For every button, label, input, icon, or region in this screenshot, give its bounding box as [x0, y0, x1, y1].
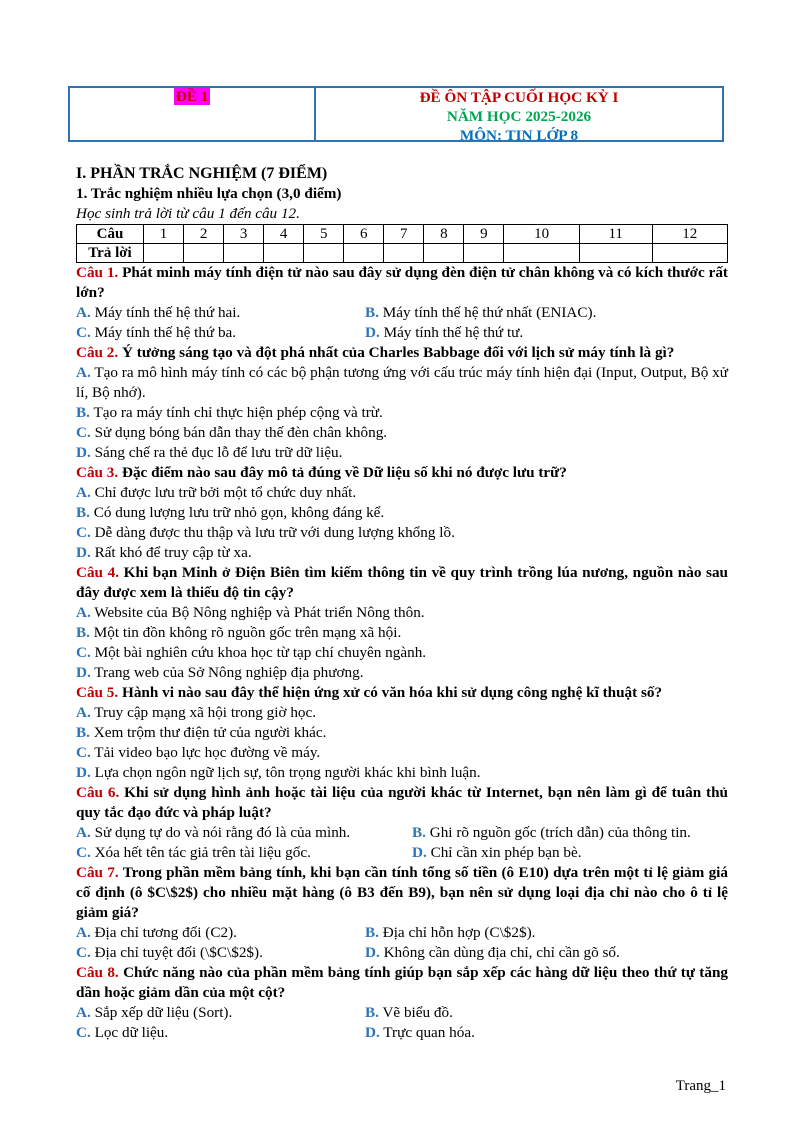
- answer-cell: [264, 244, 304, 263]
- answer-cell: [224, 244, 264, 263]
- option-letter: A.: [76, 824, 91, 841]
- option: [412, 843, 582, 863]
- option-text: Ghi rõ nguồn gốc (trích dẫn) của thông tin.: [425, 824, 691, 841]
- exam-code-label: ĐỀ 1: [175, 88, 209, 105]
- question-number: Câu 1.: [76, 264, 119, 281]
- option-letter: D.: [76, 544, 91, 561]
- exam-code-cell: [70, 88, 316, 140]
- option-text: Địa chỉ hỗn hợp (C\$2$).: [378, 924, 536, 941]
- option: [365, 1003, 453, 1023]
- answer-table-header-row: [77, 225, 728, 244]
- option-text: Dễ dàng được thu thập và lưu trữ với dung lượng khổng lồ.: [90, 524, 455, 541]
- option-letter: C.: [76, 424, 91, 441]
- option: [76, 923, 365, 943]
- option: [365, 923, 535, 943]
- school-year: NĂM HỌC 2025-2026: [446, 108, 592, 125]
- question-number: Câu 7.: [76, 864, 119, 881]
- answer-cell: [579, 244, 652, 263]
- options-row: [76, 323, 728, 343]
- option-letter: B.: [76, 724, 90, 741]
- question-number: Câu 5.: [76, 684, 119, 701]
- option: [365, 943, 620, 963]
- answer-table-number: 12: [652, 225, 727, 244]
- options-row: [76, 823, 728, 843]
- question-2: [76, 343, 728, 363]
- option-letter: B.: [76, 504, 90, 521]
- option-text: Địa chỉ tuyệt đối (\$C\$2$).: [90, 944, 263, 961]
- question-6: [76, 783, 728, 823]
- option-letter: D.: [76, 444, 91, 461]
- subject: MÔN: TIN LỚP 8: [459, 127, 579, 144]
- subsection-heading: 1. Trắc nghiệm nhiều lựa chọn (3,0 điểm): [76, 185, 342, 202]
- option-letter: A.: [76, 484, 91, 501]
- option-letter: C.: [76, 844, 91, 861]
- option-letter: A.: [76, 1004, 91, 1021]
- option: [365, 303, 596, 323]
- option: [76, 623, 728, 643]
- option-text: Một bài nghiên cứu khoa học từ tạp chí chuyên ngành.: [90, 644, 427, 661]
- section-heading: I. PHẦN TRẮC NGHIỆM (7 ĐIỂM): [76, 165, 328, 182]
- option: [76, 543, 728, 563]
- option-text: Địa chỉ tương đối (C2).: [90, 924, 237, 941]
- option-text: Máy tính thế hệ thứ hai.: [90, 304, 241, 321]
- option-letter: B.: [365, 304, 379, 321]
- option: [76, 743, 728, 763]
- option-letter: A.: [76, 364, 91, 381]
- instruction-note: Học sinh trả lời từ câu 1 đến câu 12.: [76, 205, 300, 222]
- option-text: Trang web của Sở Nông nghiệp địa phương.: [90, 664, 364, 681]
- option-letter: D.: [365, 324, 380, 341]
- option: [76, 703, 728, 723]
- question-3: [76, 463, 728, 483]
- answer-table-number: 7: [384, 225, 424, 244]
- option-text: Tạo ra máy tính chỉ thực hiện phép cộng và trừ.: [89, 404, 383, 421]
- option-text: Tạo ra mô hình máy tính có các bộ phận tương ứng với cấu trúc máy tính hiện đại (Input, Output, Bộ xử lí, Bộ nhớ).: [76, 364, 728, 401]
- question-1: [76, 263, 728, 303]
- question-4: [76, 563, 728, 603]
- option-letter: A.: [76, 704, 91, 721]
- answer-table-number: 1: [144, 225, 184, 244]
- option: [76, 483, 728, 503]
- answer-table-number: 2: [184, 225, 224, 244]
- answer-table-number: 4: [264, 225, 304, 244]
- answer-cell: [344, 244, 384, 263]
- option: [76, 1003, 365, 1023]
- options-row: [76, 923, 728, 943]
- option-text: Chỉ cần xin phép bạn bè.: [426, 844, 582, 861]
- option-letter: B.: [365, 924, 379, 941]
- option: [76, 643, 728, 663]
- exam-header-table: [68, 86, 724, 142]
- option-letter: A.: [76, 924, 91, 941]
- answer-table-number: 8: [424, 225, 464, 244]
- option-text: Sử dụng bóng bán dẫn thay thế đèn chân không.: [90, 424, 388, 441]
- options-row: [76, 943, 728, 963]
- option-text: Máy tính thế hệ thứ ba.: [90, 324, 237, 341]
- option: [412, 823, 691, 843]
- option: [76, 843, 412, 863]
- option-text: Rất khó để truy cập từ xa.: [90, 544, 252, 561]
- question-text: Phát minh máy tính điện tử nào sau đây sử dụng đèn điện tử chân không và có kích thước rất lớn?: [76, 264, 728, 301]
- options-row: [76, 1023, 728, 1043]
- option-text: Website của Bộ Nông nghiệp và Phát triển Nông thôn.: [90, 604, 425, 621]
- question-number: Câu 8.: [76, 964, 119, 981]
- option-text: Lọc dữ liệu.: [90, 1024, 169, 1041]
- option: [76, 403, 728, 423]
- answer-cell: [144, 244, 184, 263]
- options-row: [76, 843, 728, 863]
- option-text: Sắp xếp dữ liệu (Sort).: [90, 1004, 233, 1021]
- question-text: Đặc điểm nào sau đây mô tả đúng về Dữ liệu số khi nó được lưu trữ?: [118, 464, 567, 481]
- answer-table-number: 10: [504, 225, 579, 244]
- option: [76, 303, 365, 323]
- option-text: Xóa hết tên tác giả trên tài liệu gốc.: [90, 844, 311, 861]
- answer-cell: [304, 244, 344, 263]
- exam-content: [76, 164, 728, 1043]
- question-text: Chức năng nào của phần mềm bảng tính giúp bạn sắp xếp các hàng dữ liệu theo thứ tự tăng dần hoặc giảm dần của một cột?: [76, 964, 728, 1001]
- option-text: Không cần dùng địa chỉ, chỉ cần gõ số.: [379, 944, 620, 961]
- question-7: [76, 863, 728, 923]
- answer-table-answer-label: Trả lời: [77, 244, 144, 263]
- option-letter: A.: [76, 604, 91, 621]
- options-row: [76, 1003, 728, 1023]
- option: [76, 943, 365, 963]
- option-text: Chỉ được lưu trữ bởi một tổ chức duy nhất.: [90, 484, 357, 501]
- answer-cell: [424, 244, 464, 263]
- answer-table: [76, 224, 728, 263]
- option-letter: A.: [76, 304, 91, 321]
- option-text: Sáng chế ra thẻ đục lỗ để lưu trữ dữ liệu.: [90, 444, 343, 461]
- option-letter: C.: [76, 944, 91, 961]
- option-letter: D.: [365, 944, 380, 961]
- answer-cell: [504, 244, 579, 263]
- option-text: Vẽ biểu đồ.: [378, 1004, 453, 1021]
- option-text: Trực quan hóa.: [379, 1024, 475, 1041]
- option-letter: B.: [365, 1004, 379, 1021]
- option-letter: D.: [412, 844, 427, 861]
- exam-title-cell: [316, 88, 722, 144]
- option-text: Một tin đồn không rõ nguồn gốc trên mạng xã hội.: [89, 624, 402, 641]
- question-number: Câu 3.: [76, 464, 119, 481]
- option: [76, 763, 728, 783]
- option-letter: B.: [412, 824, 426, 841]
- option: [76, 723, 728, 743]
- answer-table-question-label: Câu: [77, 225, 144, 244]
- option-letter: C.: [76, 1024, 91, 1041]
- option-text: Máy tính thế hệ thứ nhất (ENIAC).: [378, 304, 597, 321]
- option: [365, 1023, 475, 1043]
- option: [76, 323, 365, 343]
- answer-cell: [384, 244, 424, 263]
- question-number: Câu 2.: [76, 344, 119, 361]
- option: [76, 363, 728, 403]
- option-text: Có dung lượng lưu trữ nhỏ gọn, không đáng kể.: [89, 504, 385, 521]
- question-text: Trong phần mềm bảng tính, khi bạn cần tính tổng số tiền (ô E10) dựa trên một tỉ lệ giảm giá cố định (ô $C\$2$) cho nhiều mặt hàng (ô B3 đến B9), bạn nên sử dụng loại địa chỉ nào cho ô tỉ lệ giảm giá?: [76, 864, 728, 921]
- option-text: Xem trộm thư điện tử của người khác.: [89, 724, 327, 741]
- option: [76, 603, 728, 623]
- question-text: Khi bạn Minh ở Điện Biên tìm kiếm thông tin về quy trình trồng lúa nương, nguồn nào sau đây được xem là thiếu độ tin cậy?: [76, 564, 728, 601]
- option-text: Lựa chọn ngôn ngữ lịch sự, tôn trọng người khác khi bình luận.: [90, 764, 481, 781]
- option-letter: B.: [76, 624, 90, 641]
- option-text: Truy cập mạng xã hội trong giờ học.: [90, 704, 317, 721]
- option: [76, 1023, 365, 1043]
- question-text: Ý tưởng sáng tạo và đột phá nhất của Charles Babbage đối với lịch sử máy tính là gì?: [118, 344, 675, 361]
- option-letter: D.: [76, 764, 91, 781]
- option-letter: C.: [76, 524, 91, 541]
- option: [76, 823, 412, 843]
- options-row: [76, 303, 728, 323]
- option-letter: C.: [76, 744, 91, 761]
- question-number: Câu 6.: [76, 784, 120, 801]
- question-8: [76, 963, 728, 1003]
- option-text: Sử dụng tự do và nói rằng đó là của mình.: [90, 824, 351, 841]
- option-text: Máy tính thế hệ thứ tư.: [379, 324, 524, 341]
- answer-table-number: 3: [224, 225, 264, 244]
- answer-table-answer-row: [77, 244, 728, 263]
- option-letter: C.: [76, 324, 91, 341]
- option: [76, 663, 728, 683]
- exam-title: ĐỀ ÔN TẬP CUỐI HỌC KỲ I: [419, 89, 619, 106]
- option: [76, 443, 728, 463]
- option-letter: B.: [76, 404, 90, 421]
- page-number: Trang_1: [675, 1078, 726, 1094]
- question-number: Câu 4.: [76, 564, 120, 581]
- question-text: Khi sử dụng hình ảnh hoặc tài liệu của người khác từ Internet, bạn nên làm gì để tuân thủ quy tắc đạo đức và pháp luật?: [76, 784, 729, 821]
- option-letter: D.: [365, 1024, 380, 1041]
- answer-table-number: 6: [344, 225, 384, 244]
- question-5: [76, 683, 728, 703]
- answer-cell: [184, 244, 224, 263]
- answer-table-number: 9: [464, 225, 504, 244]
- option: [76, 423, 728, 443]
- option: [76, 503, 728, 523]
- option: [76, 523, 728, 543]
- question-text: Hành vi nào sau đây thể hiện ứng xử có văn hóa khi sử dụng công nghệ kĩ thuật số?: [118, 684, 663, 701]
- option: [365, 323, 523, 343]
- answer-cell: [464, 244, 504, 263]
- option-letter: C.: [76, 644, 91, 661]
- answer-table-number: 5: [304, 225, 344, 244]
- option-letter: D.: [76, 664, 91, 681]
- answer-table-number: 11: [579, 225, 652, 244]
- option-text: Tải video bạo lực học đường về máy.: [90, 744, 321, 761]
- answer-cell: [652, 244, 727, 263]
